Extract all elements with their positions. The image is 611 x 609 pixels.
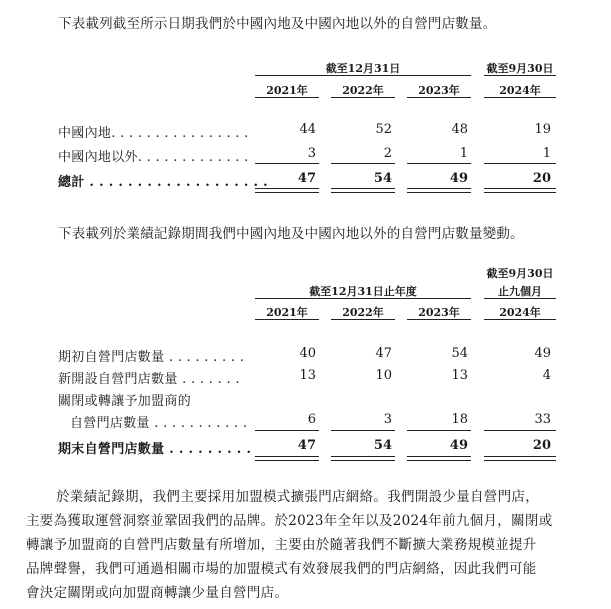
table1-year-2023: 2023年 — [418, 84, 460, 97]
table2-group-header-sep30-line1: 截至9月30日 — [486, 267, 554, 280]
table1-row-outside-2024: 1 — [542, 146, 551, 161]
table1-row-total-2022: 54 — [373, 171, 392, 186]
table1-total-double-rule-2021 — [255, 188, 319, 193]
table2-row-new-2023: 13 — [451, 368, 468, 383]
table2-row-closing-label: 期末自營門店數量 . . . . . . . . . — [58, 442, 252, 457]
table1-intro: 下表載列截至所示日期我們於中國內地及中國內地以外的自營門店數量。 — [58, 16, 497, 32]
table1-year-rule-2023 — [407, 97, 471, 98]
table2-year-2022: 2022年 — [342, 306, 384, 319]
table1-subtotal-rule-2021 — [255, 163, 319, 164]
table2-year-rule-2021 — [255, 319, 319, 320]
table1-group-header-sep30: 截至9月30日 — [486, 62, 554, 75]
table1-year-2024: 2024年 — [499, 84, 541, 97]
table1-row-outside-2022: 2 — [383, 146, 392, 161]
table2-year-2024: 2024年 — [499, 306, 541, 319]
table2-row-closed-2022: 3 — [383, 412, 392, 427]
table2-total-double-rule-2022 — [331, 456, 395, 461]
table2-subtotal-rule-2022 — [331, 430, 395, 431]
table2-row-opening-2022: 47 — [375, 346, 392, 361]
table2-year-rule-2023 — [407, 319, 471, 320]
table2-row-new-2024: 4 — [542, 368, 551, 383]
table2-subtotal-rule-2023 — [407, 430, 471, 431]
table2-row-closed-2023: 18 — [451, 412, 468, 427]
table2-subtotal-rule-2024 — [484, 430, 556, 431]
paragraph-line-4: 品牌聲譽，我們可通過相關市場的加盟模式有效發展我們的門店網絡，因此我們可能 — [26, 561, 537, 577]
table1-total-double-rule-2023 — [407, 188, 471, 193]
table1-subtotal-rule-2022 — [331, 163, 395, 164]
table2-group-header-sep30-line2: 止九個月 — [498, 285, 542, 298]
table2-year-rule-2024 — [484, 319, 556, 320]
table1-group-rule-a — [255, 75, 471, 76]
table2-row-new-2022: 10 — [375, 368, 392, 383]
table2-row-closed-2021: 6 — [307, 412, 316, 427]
table2-row-closing-2024: 20 — [532, 438, 551, 453]
table2-total-double-rule-2024 — [484, 456, 556, 461]
table1-row-mainland-label: 中國內地. . . . . . . . . . . . . . . . — [58, 126, 249, 141]
table1-row-total-2024: 20 — [532, 171, 551, 186]
table2-row-new-label: 新開設自營門店數量 . . . . . . . — [58, 372, 240, 387]
table2-row-opening-label: 期初自營門店數量 . . . . . . . . . — [58, 350, 245, 365]
table2-row-closing-2021: 47 — [297, 438, 316, 453]
table2-row-opening-2023: 54 — [451, 346, 468, 361]
table2-subtotal-rule-2021 — [255, 430, 319, 431]
table2-year-2023: 2023年 — [418, 306, 460, 319]
table1-row-total-2023: 49 — [449, 171, 468, 186]
table1-row-outside-2023: 1 — [459, 146, 468, 161]
table1-group-header-year-end: 截至12月31日 — [325, 62, 401, 75]
table1-year-rule-2024 — [484, 97, 556, 98]
table2-intro: 下表載列於業績記錄期間我們中國內地及中國內地以外的自營門店數量變動。 — [58, 226, 524, 242]
table1-year-rule-2022 — [331, 97, 395, 98]
table1-row-total-label: 總計 . . . . . . . . . . . . . . . . . . . — [58, 175, 268, 190]
table2-row-opening-2021: 40 — [299, 346, 316, 361]
table1-subtotal-rule-2024 — [484, 163, 556, 164]
table2-row-new-2021: 13 — [299, 368, 316, 383]
table1-row-outside-2021: 3 — [307, 146, 316, 161]
paragraph-line-1: 於業績記錄期，我們主要採用加盟模式擴張門店網絡。我們開設少量自營門店， — [56, 489, 539, 505]
paragraph-line-2: 主要為獲取運營洞察並鞏固我們的品牌。於2023年全年以及2024年前九個月，關閉或 — [26, 513, 553, 529]
body-paragraph — [26, 485, 553, 605]
table2-row-closed-label-line1: 關閉或轉讓予加盟商的 — [58, 394, 192, 409]
table1-row-mainland-2021: 44 — [299, 122, 316, 137]
table2-year-rule-2022 — [331, 319, 395, 320]
table1-total-double-rule-2024 — [484, 188, 556, 193]
table2-group-rule-a — [255, 298, 471, 299]
table2-row-closed-2024: 33 — [534, 412, 551, 427]
table2-row-opening-2024: 49 — [534, 346, 551, 361]
paragraph-line-5: 會決定關閉或向加盟商轉讓少量自營門店。 — [26, 585, 289, 601]
table1-row-total-2021: 47 — [297, 171, 316, 186]
table2-total-double-rule-2023 — [407, 456, 471, 461]
table2-row-closing-2022: 54 — [373, 438, 392, 453]
paragraph-line-3: 轉讓予加盟商的自營門店數量有所增加，主要由於隨著我們不斷擴大業務規模並提升 — [26, 537, 537, 553]
table1-row-mainland-2023: 48 — [451, 122, 468, 137]
table1-row-outside-label: 中國內地以外. . . . . . . . . . . . . — [58, 150, 249, 165]
table2-group-header-year-end: 截至12月31日止年度 — [309, 285, 417, 298]
table2-row-closed-label-line2: 自營門店數量 . . . . . . . . . . . — [70, 416, 248, 431]
table1-group-rule-b — [484, 75, 556, 76]
table2-year-2021: 2021年 — [266, 306, 308, 319]
table2-group-rule-b — [484, 298, 556, 299]
table1-row-mainland-2022: 52 — [375, 122, 392, 137]
table1-year-2021: 2021年 — [266, 84, 308, 97]
table1-year-rule-2021 — [255, 97, 319, 98]
table1-row-mainland-2024: 19 — [534, 122, 551, 137]
table1-total-double-rule-2022 — [331, 188, 395, 193]
table2-total-double-rule-2021 — [255, 456, 319, 461]
table1-subtotal-rule-2023 — [407, 163, 471, 164]
table1-year-2022: 2022年 — [342, 84, 384, 97]
table2-row-closing-2023: 49 — [449, 438, 468, 453]
